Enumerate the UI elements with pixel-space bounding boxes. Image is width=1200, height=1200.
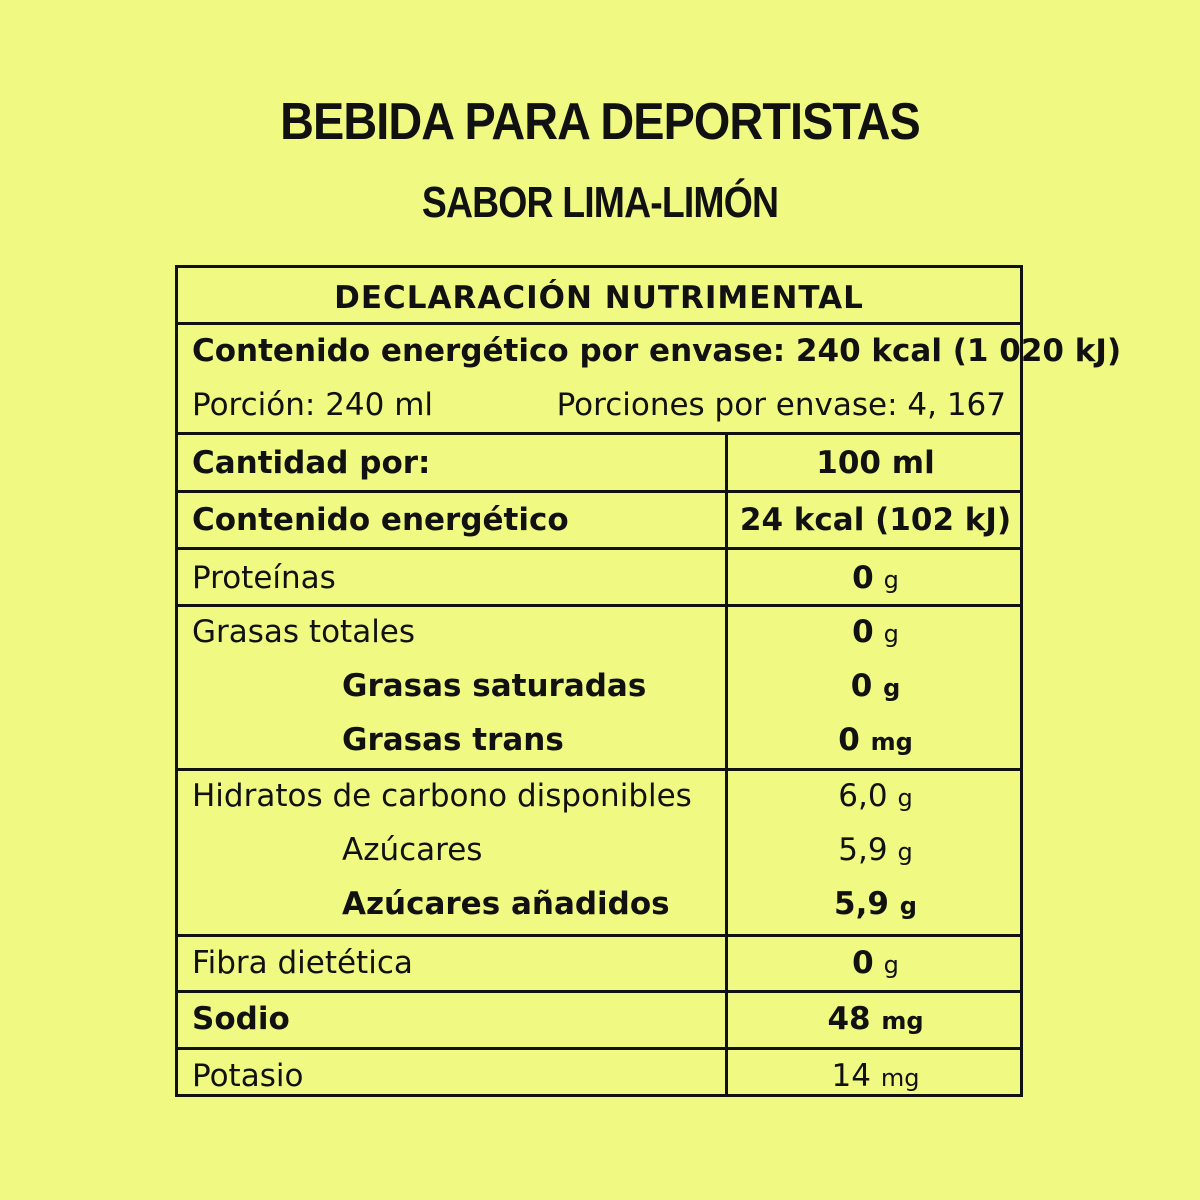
- nutrient-value: 0 g: [852, 560, 899, 596]
- nutrient-label: Proteínas: [192, 560, 336, 596]
- nutrient-value: 5,9 g: [838, 832, 913, 868]
- nutrient-value: 0 g: [852, 614, 899, 650]
- nutrient-value: 48 mg: [827, 1001, 924, 1037]
- energy-per-package: Contenido energético por envase: 240 kcal (1 020 kJ): [192, 333, 1122, 369]
- nutrient-value: 6,0 g: [838, 778, 913, 814]
- product-title: BEBIDA PARA DEPORTISTAS: [280, 93, 920, 151]
- energy-value: 24 kcal (102 kJ): [739, 502, 1012, 538]
- divider: [178, 322, 1020, 325]
- panel-heading: DECLARACIÓN NUTRIMENTAL: [334, 280, 864, 316]
- portions-per-package: Porciones por envase: 4, 167: [556, 387, 1006, 423]
- nutrition-facts-panel: [175, 265, 1122, 1097]
- energy-label: Contenido energético: [192, 502, 569, 538]
- nutrient-value: 0 g: [850, 668, 901, 704]
- divider: [178, 547, 1020, 550]
- portion-size: Porción: 240 ml: [192, 387, 434, 423]
- divider: [178, 432, 1020, 435]
- amount-per-label: Cantidad por:: [192, 445, 431, 481]
- product-flavor: SABOR LIMA-LIMÓN: [421, 178, 779, 227]
- divider: [178, 768, 1020, 771]
- divider: [178, 990, 1020, 993]
- nutrient-label: Grasas trans: [342, 722, 564, 758]
- nutrient-label: Azúcares: [342, 832, 483, 868]
- nutrient-value: 5,9 g: [834, 886, 917, 922]
- nutrient-label: Potasio: [192, 1058, 304, 1094]
- nutrient-label: Grasas saturadas: [342, 668, 647, 704]
- nutrient-value: 0 mg: [838, 722, 913, 758]
- nutrient-value: 0 g: [852, 945, 899, 981]
- amount-per-value: 100 ml: [816, 445, 935, 481]
- divider: [178, 604, 1020, 607]
- divider: [178, 490, 1020, 493]
- divider: [178, 934, 1020, 937]
- nutrient-label: Hidratos de carbono disponibles: [192, 778, 692, 814]
- nutrient-label: Azúcares añadidos: [342, 886, 670, 922]
- divider: [178, 1047, 1020, 1050]
- nutrient-label: Sodio: [192, 1001, 290, 1037]
- nutrient-value: 14 mg: [831, 1058, 920, 1094]
- nutrient-label: Fibra dietética: [192, 945, 413, 981]
- nutrient-label: Grasas totales: [192, 614, 416, 650]
